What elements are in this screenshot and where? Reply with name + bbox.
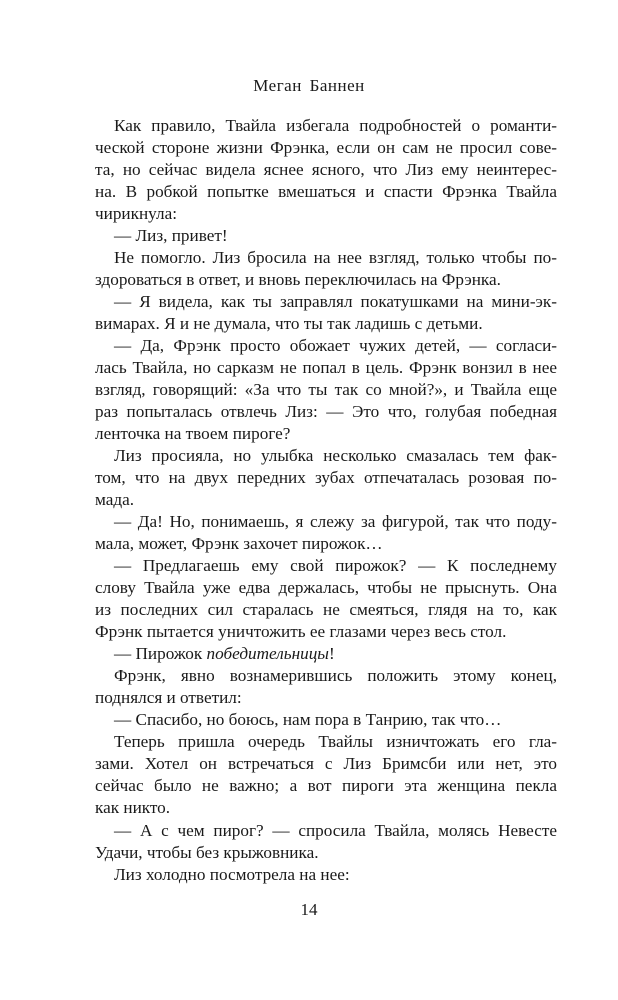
text-line [95,115,557,137]
text-line [95,687,557,709]
text-line [95,291,557,313]
text-line [95,731,557,753]
text-line [95,621,557,643]
text-line-content: вимарах. Я и не думала, что ты так ладишь с детьми. [95,314,483,334]
text-line-content: — А с чем пирог? — спросила Твайла, молясь Невесте [114,820,557,840]
text-line [95,203,557,225]
text-line-content: Лиз холодно посмотрела на нее: [114,864,350,884]
text-line-content: — Предлагаешь ему свой пирожок? — К последнему [114,556,557,576]
text-line [95,643,557,665]
text-line-content: на. В робкой попытке вмешаться и спасти Фрэнка Твайла [95,182,557,202]
text-line [95,357,557,379]
text-line [95,313,557,335]
text-line [95,225,557,247]
text-line-content: ! [328,644,335,664]
text-line [95,247,557,269]
text-line-content: раз попыталась отвлечь Лиз: — Это что, голубая победная [95,402,557,422]
text-line [95,533,557,555]
text-line-content: мада. [95,490,135,510]
text-line-content: Фрэнк пытается уничтожить ее глазами через весь стол. [95,622,507,642]
text-line-content: — Да! Но, понимаешь, я слежу за фигурой, так что поду- [114,512,557,532]
text-line [95,842,557,864]
text-line [95,137,557,159]
text-line-content: — Спасибо, но боюсь, нам пора в Танрию, так что… [114,710,502,730]
text-line [95,445,557,467]
text-line-content: здороваться в ответ, и вновь переключилась на Фрэнка. [95,270,501,290]
text-line [95,467,557,489]
text-line-content: мала, может, Фрэнк захочет пирожок… [95,534,383,554]
body-text [95,115,557,886]
text-line-content: сейчас было не важно; а вот пироги эта женщина пекла [95,776,557,796]
text-line [95,753,557,775]
text-line [95,181,557,203]
text-line [95,864,557,886]
text-line [95,665,557,687]
text-line [95,401,557,423]
text-line [95,797,557,819]
text-line [95,379,557,401]
text-line-content: взгляд, говорящий: «За что ты так со мной?», и Твайла еще [95,380,557,400]
text-line-content: та, но сейчас видела яснее ясного, что Лиз ему неинтерес- [95,160,557,180]
text-line-content: зами. Хотел он встречаться с Лиз Бримсби или нет, это [95,754,557,774]
text-line-content: — Пирожок [114,644,207,664]
text-line [95,775,557,797]
text-line [95,820,557,842]
text-line [95,269,557,291]
text-line [95,599,557,621]
text-line-content: как никто. [95,798,171,818]
text-line-content: Теперь пришла очередь Твайлы изничтожать его гла- [114,732,557,752]
text-line [95,577,557,599]
page-number: 14 [300,900,318,919]
text-line [95,511,557,533]
text-line-content: Не помогло. Лиз бросила на нее взгляд, только чтобы по- [114,248,557,268]
text-line-content: Как правило, Твайла избегала подробностей о романти- [114,116,557,135]
text-line-content: Фрэнк, явно вознамерившись положить этому конец, [114,666,557,686]
text-line [95,489,557,511]
text-line [95,555,557,577]
text-line-content: слову Твайла уже едва держалась, чтобы не прыснуть. Она [95,578,557,598]
text-line [95,709,557,731]
text-line-content: ленточка на твоем пироге? [95,424,291,444]
text-line-content: ческой стороне жизни Фрэнка, если он сам не просил сове- [95,138,557,158]
text-line-content: — Лиз, привет! [114,226,228,246]
running-header: Меган Баннен [253,76,365,95]
italic-emphasis: победительницы [206,644,329,664]
text-line [95,159,557,181]
text-line-content: из последних сил старалась не смеяться, глядя на то, как [95,600,557,620]
text-line-content: лась Твайла, но сарказм не попал в цель. Фрэнк вонзил в нее [95,358,557,378]
text-line [95,423,557,445]
text-line [95,335,557,357]
text-line-content: поднялся и ответил: [95,688,242,708]
text-line-content: Удачи, чтобы без крыжовника. [95,842,319,862]
text-line-content: — Я видела, как ты заправлял покатушками на мини-эк- [114,292,557,312]
text-line-content: чирикнула: [95,204,178,224]
text-line-content: том, что на двух передних зубах отпечаталась розовая по- [95,468,557,488]
text-line-content: Лиз просияла, но улыбка несколько смазалась тем фак- [114,446,557,466]
text-line-content: — Да, Фрэнк просто обожает чужих детей, — согласи- [114,336,557,356]
